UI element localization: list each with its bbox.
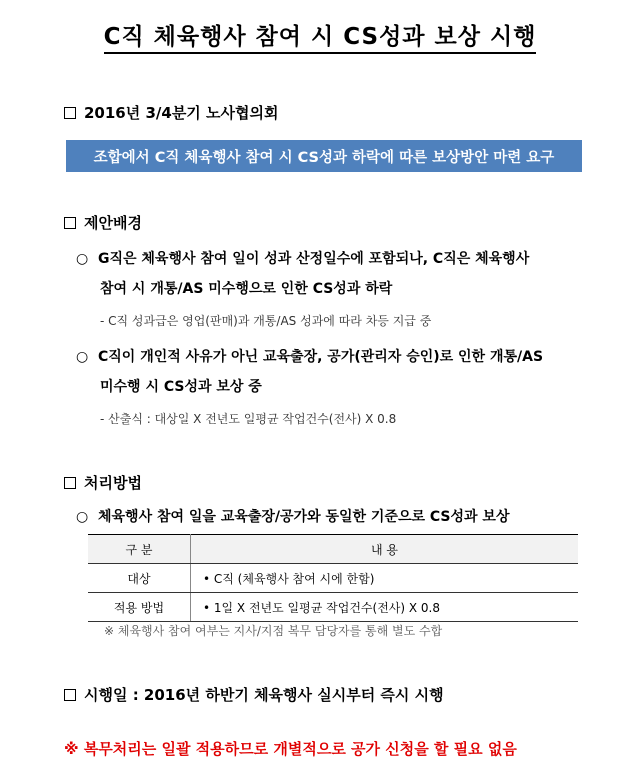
note: ※ 체육행사 참여 여부는 지사/지점 복무 담당자를 통해 별도 수합 [104, 624, 443, 638]
bullet-item: ○ C직이 개인적 사유가 아닌 교육출장, 공가(관리자 승인)로 인한 개통/AS 미수행 시 CS성과 보상 중 [76, 342, 586, 402]
header-cell: 구 분 [88, 535, 191, 564]
note: - C직 성과급은 영업(판매)과 개통/AS 성과에 따라 차등 지급 중 [100, 314, 432, 328]
bullet-item: ○ 체육행사 참여 일을 교육출장/공가와 동일한 기준으로 CS성과 보상 [76, 502, 586, 532]
checkbox-square-icon [64, 689, 76, 701]
table-cell: 대상 [88, 564, 191, 593]
document-title: C직 체육행사 참여 시 CS성과 보상 시행 [0, 18, 640, 51]
table-cell: 적용 방법 [88, 593, 191, 622]
table-cell: • C직 (체육행사 참여 시에 한함) [191, 564, 579, 593]
note: - 산출식 : 대상일 X 전년도 일평균 작업건수(전사) X 0.8 [100, 412, 397, 426]
banner: 조합에서 C직 체육행사 참여 시 CS성과 하락에 따른 보상방안 마련 요구 [66, 140, 582, 172]
checkbox-square-icon [64, 217, 76, 229]
table-row [88, 593, 578, 622]
circle-bullet-icon: ○ [76, 349, 89, 365]
section-heading: 시행일 : 2016년 하반기 체육행사 실시부터 즉시 시행 [64, 684, 444, 705]
table-cell: • 1일 X 전년도 일평균 작업건수(전사) X 0.8 [191, 593, 579, 622]
table-row [88, 564, 578, 593]
section-heading: 제안배경 [64, 212, 142, 233]
bullet-item: ○ G직은 체육행사 참여 일이 성과 산정일수에 포함되나, C직은 체육행사 참여 시 개통/AS 미수행으로 인한 CS성과 하락 [76, 244, 586, 304]
method-table [88, 534, 578, 622]
warning-note: ※ 복무처리는 일괄 적용하므로 개별적으로 공가 신청을 할 필요 없음 [64, 740, 517, 758]
checkbox-square-icon [64, 107, 76, 119]
circle-bullet-icon: ○ [76, 251, 89, 267]
header-cell: 내 용 [191, 535, 579, 564]
section-heading: 처리방법 [64, 472, 142, 493]
checkbox-square-icon [64, 477, 76, 489]
section-heading: 2016년 3/4분기 노사협의회 [64, 102, 278, 123]
table-header-row [88, 535, 578, 564]
circle-bullet-icon: ○ [76, 509, 89, 525]
